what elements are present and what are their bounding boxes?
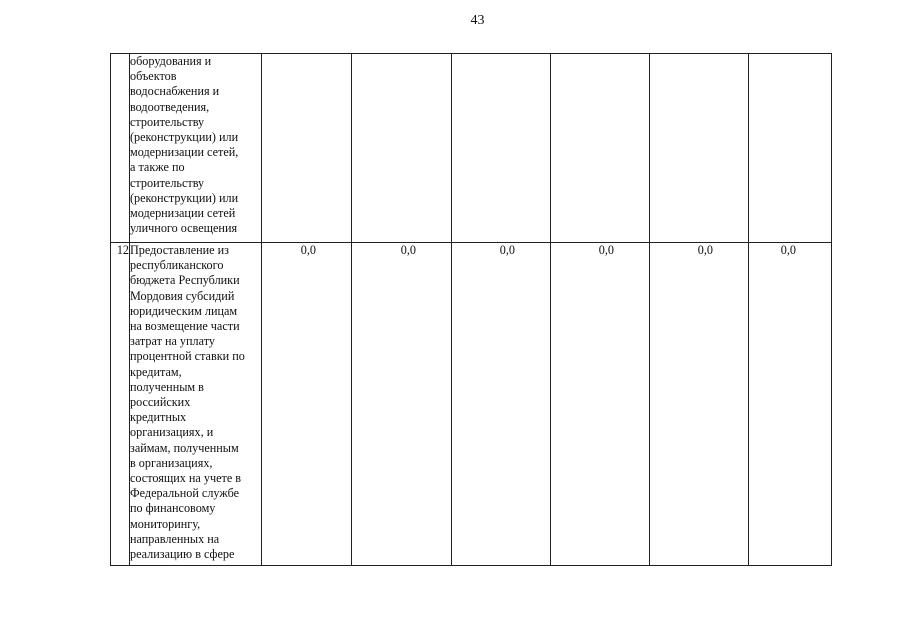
- row-name-line: российских: [130, 395, 191, 410]
- table-row: [111, 243, 832, 566]
- row-name-line: Федеральной службе: [130, 486, 240, 501]
- budget-table: [110, 53, 832, 566]
- table-row: [111, 54, 832, 243]
- value-cell: [452, 54, 551, 243]
- page-number: 43: [470, 13, 485, 28]
- row-name-line: затрат на уплату: [130, 334, 215, 349]
- value-cell: [352, 54, 452, 243]
- row-name-line: бюджета Республики: [130, 273, 240, 288]
- row-name-line: полученным в: [130, 379, 204, 394]
- row-name-line: Мордовия субсидий: [130, 288, 235, 303]
- value-cell: [650, 54, 749, 243]
- value-cell: 0,0: [352, 243, 452, 566]
- row-name-line: оборудования и: [130, 54, 212, 68]
- row-name-line: Предоставление из: [130, 243, 229, 257]
- row-name-cell: [130, 243, 262, 566]
- value-cell: [749, 54, 832, 243]
- row-name-line: состоящих на учете в: [130, 471, 242, 486]
- row-name-line: (реконструкции) или: [130, 130, 239, 145]
- row-name-line: водоотведения,: [130, 99, 210, 114]
- value-cell: 0,0: [749, 243, 832, 566]
- row-name-line: реализацию в сфере: [130, 547, 235, 562]
- row-name-line: модернизации сетей: [130, 206, 236, 221]
- row-number-cell: 12: [111, 243, 130, 566]
- row-name-line: организациях, и: [130, 425, 214, 440]
- row-name-line: кредитам,: [130, 364, 182, 379]
- row-name-line: (реконструкции) или: [130, 190, 239, 205]
- row-name-cell: [130, 54, 262, 243]
- row-name-line: водоснабжения и: [130, 84, 220, 99]
- row-name-line: процентной ставки по: [130, 349, 245, 364]
- row-name-line: в организациях,: [130, 455, 213, 470]
- row-name-line: юридическим лицам: [130, 303, 238, 318]
- row-name-line: на возмещение части: [130, 319, 240, 334]
- row-name-line: по финансовому: [130, 501, 216, 516]
- row-name-line: строительству: [130, 175, 205, 190]
- value-cell: 0,0: [650, 243, 749, 566]
- row-name-line: республиканского: [130, 258, 224, 273]
- value-cell: 0,0: [452, 243, 551, 566]
- row-name-line: а также по: [130, 160, 185, 175]
- row-name-line: модернизации сетей,: [130, 145, 239, 160]
- value-cell: 0,0: [551, 243, 650, 566]
- row-name-line: строительству: [130, 114, 205, 129]
- row-name-line: мониторингу,: [130, 516, 201, 531]
- value-cell: 0,0: [262, 243, 352, 566]
- row-name-line: уличного освещения: [130, 221, 238, 236]
- value-cell: [551, 54, 650, 243]
- row-name-line: направленных на: [130, 531, 220, 546]
- row-name-line: кредитных: [130, 410, 187, 425]
- row-name-line: займам, полученным: [130, 440, 239, 455]
- row-number-cell: [111, 54, 130, 243]
- row-name-line: объектов: [130, 69, 177, 84]
- value-cell: [262, 54, 352, 243]
